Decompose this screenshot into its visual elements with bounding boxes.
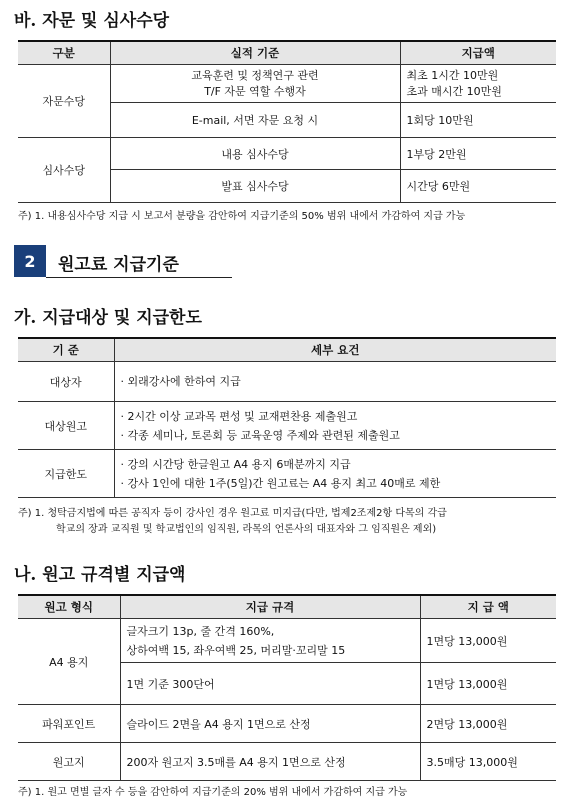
header-cell: 실적 기준 [110, 41, 400, 65]
eligibility-table [18, 337, 556, 498]
note-ba: 주) 1. 내용심사수당 지급 시 보고서 분량을 감안하여 지급기준의 50% 범위 내에서 가감하여 지급 가능 [18, 211, 466, 222]
criteria-label-cell: 대상원고 [18, 402, 114, 450]
header-cell: 구분 [18, 41, 110, 65]
spec-cell: 200자 원고지 3.5매를 A4 용지 1면으로 산정 [120, 743, 420, 781]
criteria-label-cell: 지급한도 [18, 450, 114, 498]
amount-cell: 1면당 13,000원 [420, 663, 556, 705]
header-cell: 지급 규격 [120, 595, 420, 619]
header-cell: 원고 형식 [18, 595, 120, 619]
table-row [18, 450, 556, 498]
section-heading-ga: 가. 지급대상 및 지급한도 [14, 308, 202, 328]
amount-cell: 3.5매당 13,000원 [420, 743, 556, 781]
table-header-row [18, 595, 556, 619]
table-row [18, 138, 556, 170]
criteria-cell: 교육훈련 및 정책연구 관련 T/F 자문 역할 수행자 [110, 65, 400, 103]
amount-cell: 최초 1시간 10만원 초과 매시간 10만원 [400, 65, 556, 103]
group-cell: 심사수당 [18, 138, 110, 203]
group-cell: 자문수당 [18, 65, 110, 138]
amount-cell: 1부당 2만원 [400, 138, 556, 170]
table-row [18, 402, 556, 450]
table-row [18, 705, 556, 743]
criteria-label-cell: 대상자 [18, 362, 114, 402]
requirement-cell: · 2시간 이상 교과목 편성 및 교재편찬용 제출원고 · 각종 세미나, 토론회 등 교육운영 주제와 관련된 제출원고 [114, 402, 556, 450]
spec-cell: 글자크기 13p, 줄 간격 160%, 상하여백 15, 좌우여백 25, 머리말·꼬리말 15 [120, 619, 420, 663]
requirement-cell: · 외래강사에 한하여 지급 [114, 362, 556, 402]
table-header-row [18, 338, 556, 362]
requirement-cell: · 강의 시간당 한글원고 A4 용지 6매분까지 지급 · 강사 1인에 대한 1주(5일)간 원고료는 A4 용지 최고 40매로 제한 [114, 450, 556, 498]
table-row [18, 65, 556, 103]
section-heading-na: 나. 원고 규격별 지급액 [14, 565, 186, 585]
format-cell: 원고지 [18, 743, 120, 781]
spec-cell: 슬라이드 2면을 A4 용지 1면으로 산정 [120, 705, 420, 743]
criteria-cell: 내용 심사수당 [110, 138, 400, 170]
table-row [18, 362, 556, 402]
table-row [18, 619, 556, 663]
section-title: 원고료 지급기준 [58, 255, 179, 275]
header-cell: 지 급 액 [420, 595, 556, 619]
format-cell: 파워포인트 [18, 705, 120, 743]
header-cell: 지급액 [400, 41, 556, 65]
table-row [18, 743, 556, 781]
amount-cell: 1면당 13,000원 [420, 619, 556, 663]
note-na: 주) 1. 원고 면별 글자 수 등을 감안하여 지급기준의 20% 범위 내에서 가감하여 지급 가능 [18, 787, 408, 798]
section-title-underline [46, 277, 232, 278]
amount-cell: 2면당 13,000원 [420, 705, 556, 743]
amount-cell: 1회당 10만원 [400, 103, 556, 138]
spec-cell: 1면 기준 300단어 [120, 663, 420, 705]
header-cell: 기 준 [18, 338, 114, 362]
criteria-cell: 발표 심사수당 [110, 170, 400, 203]
note-ga: 주) 1. 청탁금지법에 따른 공직자 등이 강사인 경우 원고료 미지급(다만, 법제2조제2항 다목의 각급 학교의 장과 교직원 및 학교법인의 임직원, 라목의 언론사의 대표자와 그 임직원은 제외) [18, 508, 447, 535]
advisory-table [18, 40, 556, 203]
table-header-row [18, 41, 556, 65]
manuscript-rate-table [18, 594, 556, 781]
section-heading-ba: 바. 자문 및 심사수당 [14, 11, 170, 31]
amount-cell: 시간당 6만원 [400, 170, 556, 203]
format-cell: A4 용지 [18, 619, 120, 705]
criteria-cell: E-mail, 서면 자문 요청 시 [110, 103, 400, 138]
header-cell: 세부 요건 [114, 338, 556, 362]
section-number-badge: 2 [14, 245, 46, 277]
